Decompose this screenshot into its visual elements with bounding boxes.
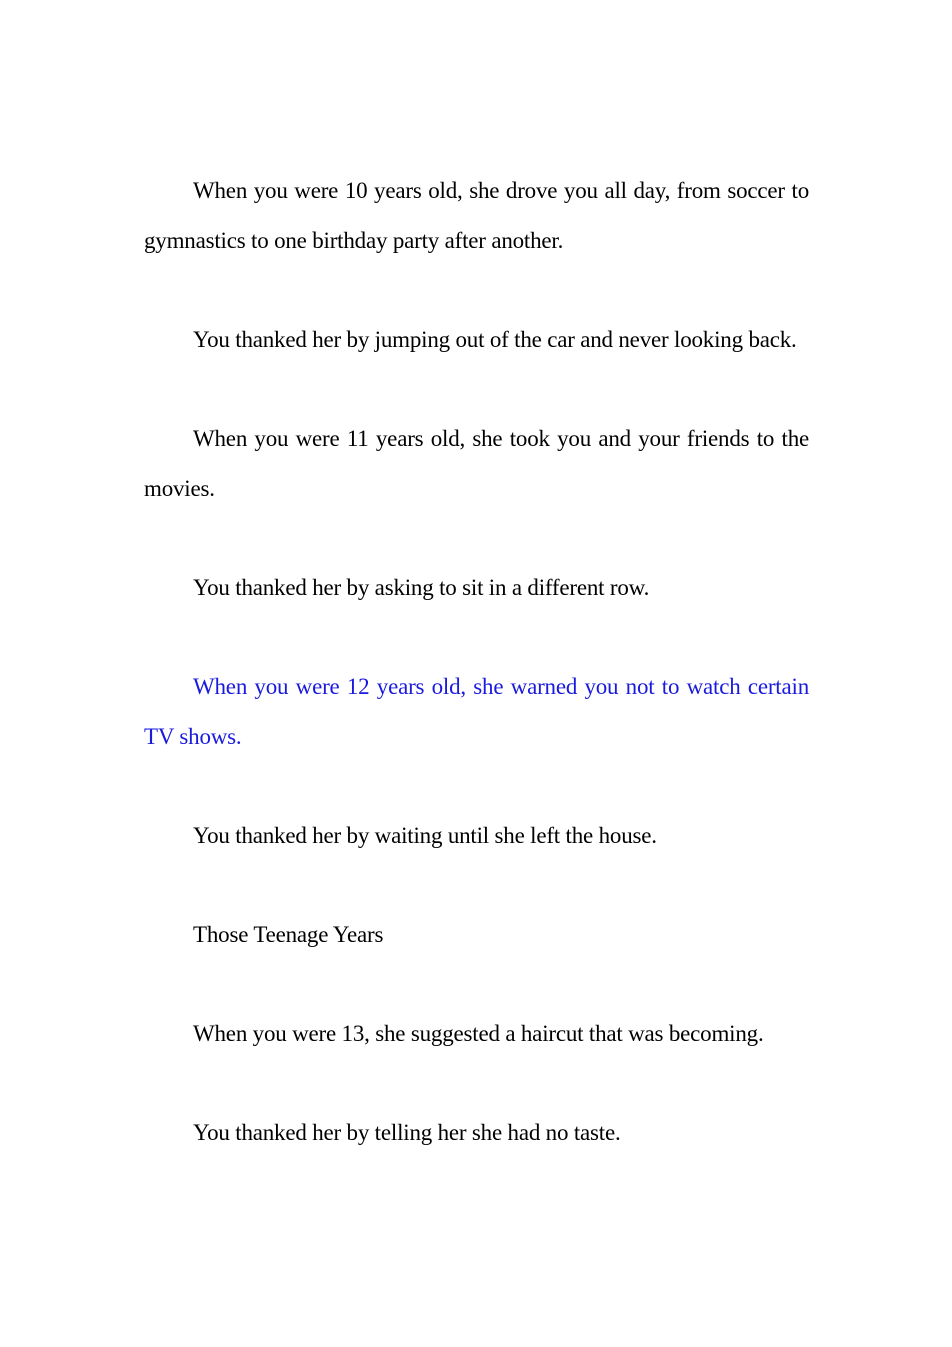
section-heading-teenage-years: Those Teenage Years [193, 922, 384, 947]
paragraph-thanks-taste: You thanked her by telling her she had no taste. [193, 1120, 621, 1145]
paragraph-thanks-car: You thanked her by jumping out of the car and never looking back. [193, 327, 797, 352]
paragraph-age-13: When you were 13, she suggested a haircut that was becoming. [193, 1021, 764, 1046]
paragraph-thanks-house: You thanked her by waiting until she left the house. [193, 823, 657, 848]
paragraph-age-10: When you were 10 years old, she drove you all day, from soccer to gymnastics to one birthday party after another. [144, 178, 809, 253]
paragraph-thanks-row: You thanked her by asking to sit in a different row. [193, 575, 650, 600]
paragraph-age-11: When you were 11 years old, she took you and your friends to the movies. [144, 426, 809, 501]
text-column [144, 166, 809, 1207]
paragraph-age-12-highlighted: When you were 12 years old, she warned you not to watch certain TV shows. [144, 674, 809, 749]
